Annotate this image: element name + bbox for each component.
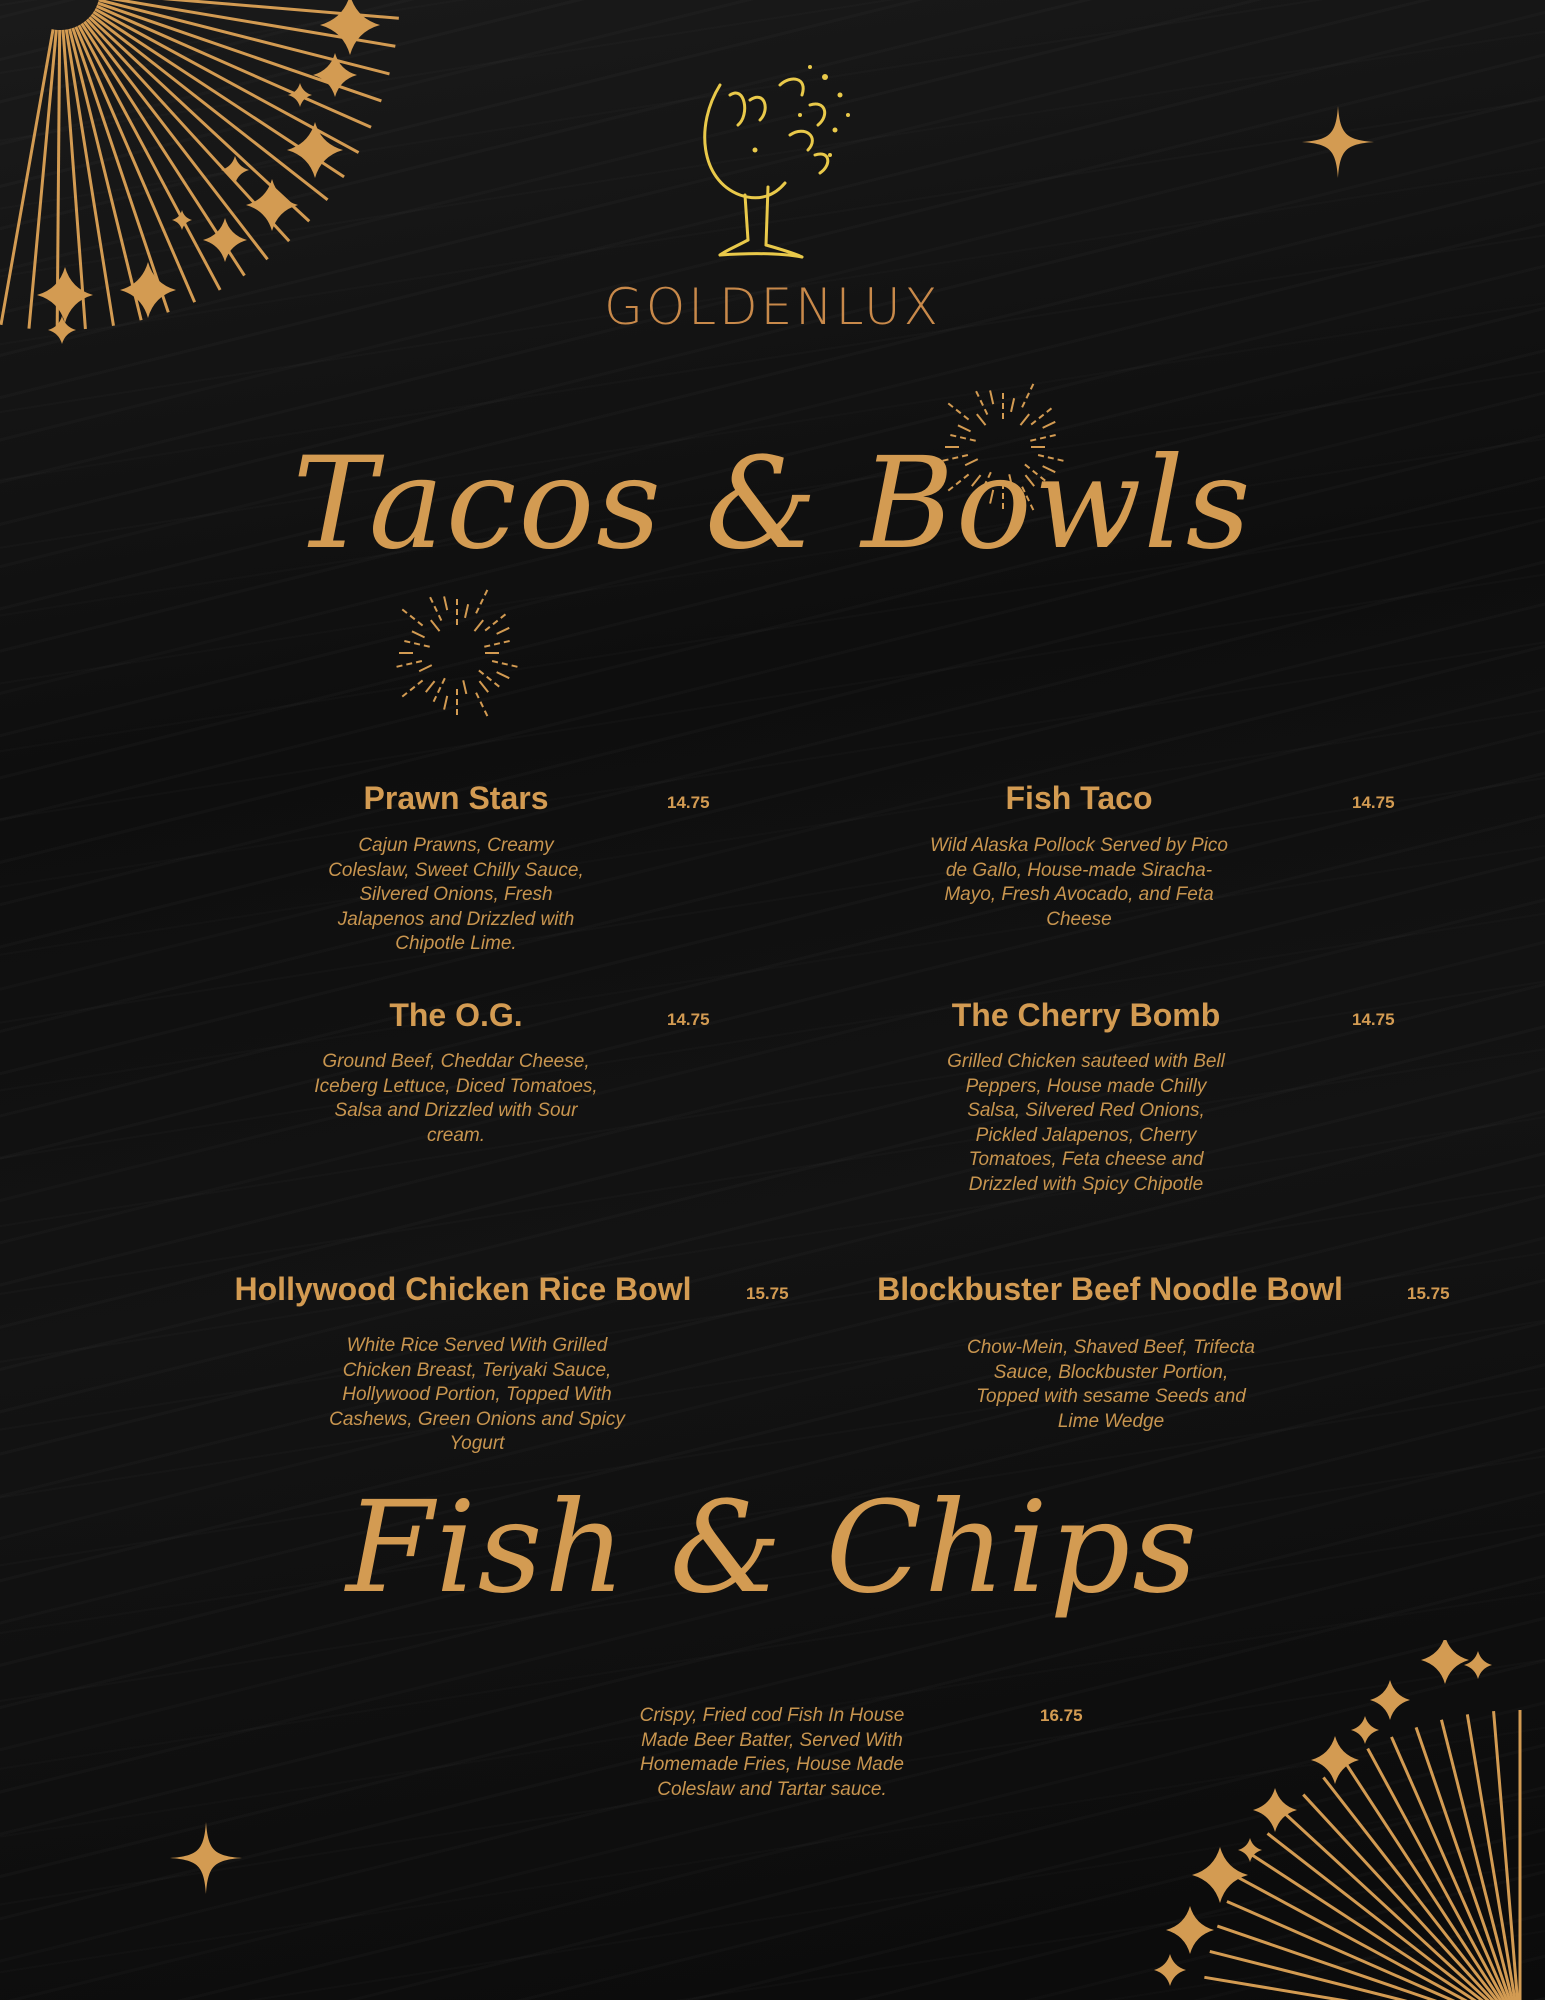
- firework-ray: [429, 595, 441, 620]
- menu-item-name: Fish Taco: [1005, 780, 1153, 816]
- sparkle-icon: [1370, 1680, 1410, 1720]
- sparkle-icon: [1166, 1906, 1214, 1954]
- firework-ray: [497, 626, 513, 634]
- sparkle-icon: [1192, 1847, 1248, 1903]
- firework-ray: [402, 641, 429, 647]
- menu-item-description: Grilled Chicken sauteed with Bell Peppers, House made Chilly Salsa, Silvered Red Onions, Pickled Jalapenos, Cherry Tomatoes, Feta cheese and Drizzled with Spicy Chipotle: [947, 1051, 1225, 1195]
- menu-item-price: 15.75: [746, 1284, 789, 1303]
- firework-ray: [485, 613, 507, 630]
- firework-ray: [401, 680, 423, 697]
- firework-ray: [443, 593, 447, 611]
- menu-item-name: The Cherry Bomb: [951, 997, 1221, 1033]
- sparkle-icon: [320, 0, 380, 55]
- brand-name: GOLDENLUX: [604, 278, 941, 336]
- firework-ray: [416, 665, 432, 673]
- sparkle-icon: [172, 210, 192, 230]
- menu-item-description: Wild Alaska Pollock Served by Pico de Gallo, House-made Siracha-Mayo, Fresh Avocado, and Feta Cheese: [930, 835, 1228, 930]
- firework-ray: [428, 617, 439, 631]
- section-title-fish-chips: Fish & Chips: [346, 1474, 1199, 1621]
- menu-item-name: The O.G.: [389, 997, 523, 1033]
- menu-item-description: Chow-Mein, Shaved Beef, Trifecta Sauce, Blockbuster Portion, Topped with sesame Seeds and Lime Wedge: [967, 1337, 1255, 1432]
- sparkle-icon: [1311, 1736, 1359, 1784]
- menu-item-price: 16.75: [1040, 1706, 1083, 1725]
- firework-ray: [443, 696, 447, 714]
- sunburst-decoration-bottom-right: [1130, 1640, 1545, 2000]
- sparkle-icon: [1351, 1716, 1379, 1744]
- sunburst-ray: [1303, 1795, 1499, 2000]
- menu-item-name: Hollywood Chicken Rice Bowl: [234, 1271, 692, 1307]
- firework-ray: [408, 630, 424, 638]
- menu-item-price: 14.75: [1352, 793, 1395, 812]
- menu-item-description: Cajun Prawns, Creamy Coleslaw, Sweet Chilly Sauce, Silvered Onions, Fresh Jalapenos and Drizzled with Chipotle Lime.: [328, 835, 584, 955]
- menu-item-name: Blockbuster Beef Noodle Bowl: [877, 1271, 1343, 1307]
- sunburst-ray: [1239, 1878, 1494, 2000]
- firework-ray: [1031, 407, 1053, 424]
- firework-ray: [423, 681, 434, 695]
- firework-ray: [474, 617, 485, 631]
- sparkle-icon: [1464, 1651, 1492, 1679]
- sparkle-icon: [1421, 1640, 1469, 1684]
- firework-ray: [974, 411, 985, 425]
- menu-item-name: Prawn Stars: [363, 780, 549, 816]
- sparkle-icon: [1253, 1788, 1297, 1832]
- sunburst-ray: [1494, 1711, 1518, 2000]
- sunburst-ray: [1323, 1777, 1501, 2000]
- firework-ray: [1011, 394, 1015, 412]
- sparkle-icon: [246, 179, 298, 231]
- sparkle-icon-top-right: [1302, 106, 1374, 178]
- firework-decoration-left: [372, 568, 542, 738]
- firework-ray: [497, 672, 513, 680]
- section-title-tacos-bowls: Tacos & Bowls: [292, 430, 1253, 577]
- menu-item-price: 14.75: [667, 793, 710, 812]
- sparkle-icon: [288, 83, 312, 107]
- firework-ray: [1020, 411, 1031, 425]
- firework-ray: [465, 600, 469, 618]
- sunburst-ray: [1467, 1714, 1515, 2000]
- menu-item-price: 15.75: [1407, 1284, 1450, 1303]
- firework-ray: [975, 389, 987, 414]
- firework-ray: [989, 387, 993, 405]
- menu-item-price: 14.75: [667, 1010, 710, 1029]
- firework-ray: [401, 608, 423, 625]
- firework-ray: [1022, 382, 1034, 407]
- firework-ray: [463, 680, 467, 698]
- menu-item-description: White Rice Served With Grilled Chicken Breast, Teriyaki Sauce, Hollywood Portion, Topped With Cashews, Green Onions and Spicy Yogurt: [329, 1335, 625, 1455]
- firework-ray: [476, 588, 488, 613]
- firework-ray: [492, 661, 519, 667]
- firework-ray: [1043, 420, 1059, 428]
- firework-ray: [484, 641, 511, 647]
- menu-item-description: Crispy, Fried cod Fish In House Made Beer Batter, Served With Homemade Fries, House Made Coleslaw and Tartar sauce.: [639, 1705, 905, 1800]
- firework-ray: [395, 661, 422, 667]
- menu-item-price: 14.75: [1352, 1010, 1395, 1029]
- sunburst-ray: [1391, 1737, 1507, 2000]
- sparkle-icon-bottom-left: [170, 1822, 242, 1894]
- menu-item-description: Ground Beef, Cheddar Cheese, Iceberg Lettuce, Diced Tomatoes, Salsa and Drizzled with Sour cream.: [314, 1051, 598, 1146]
- firework-ray: [947, 402, 969, 419]
- sparkle-icon: [1154, 1954, 1186, 1986]
- firework-ray: [476, 693, 488, 718]
- cocktail-glass-logo: [690, 55, 865, 270]
- firework-ray: [479, 681, 490, 695]
